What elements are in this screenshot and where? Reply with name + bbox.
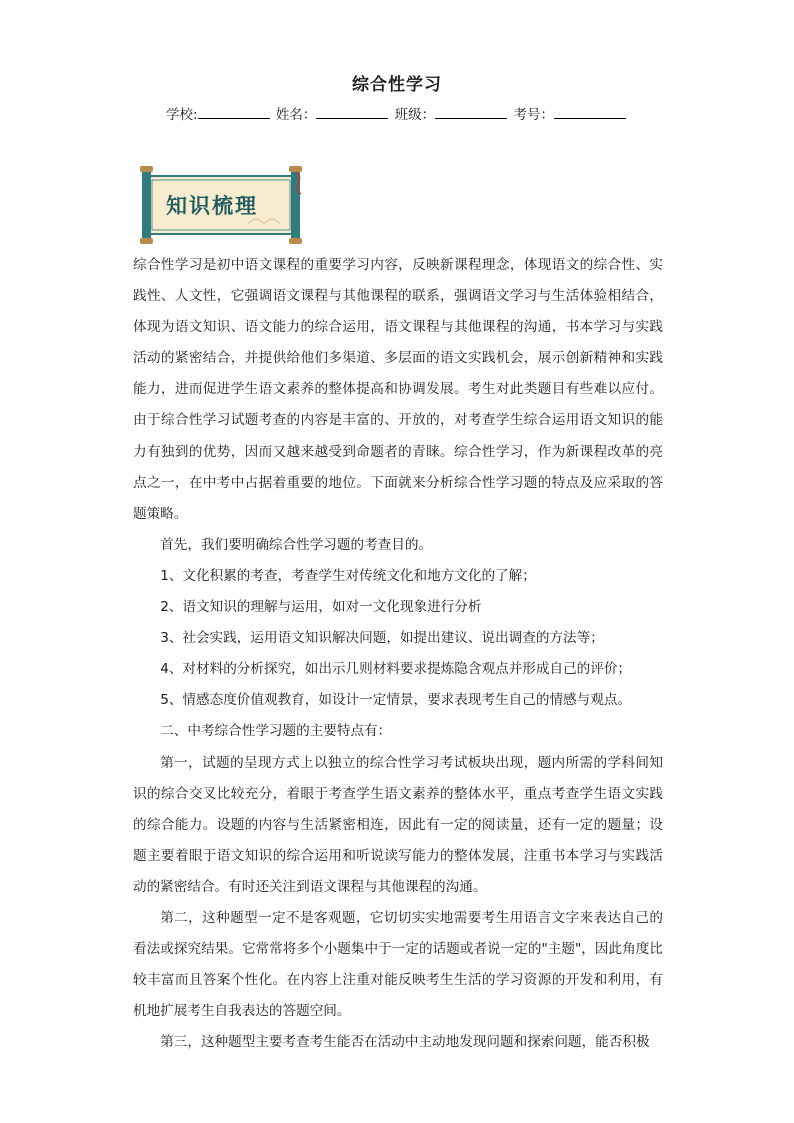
school-blank[interactable] <box>198 106 270 119</box>
feature-first: 第一，试题的呈现方式上以独立的综合性学习考试板块出现，题内所需的学科间知识的综合交叉比较充分，着眼于考查学生语文素养的整体水平，重点考查学生语文实践的综合能力。设题的内容与生活紧密相连，因此有一定的阅读量，还有一定的题量；设题主要着眼于语文知识的综合运用和听说读写能力的整体发展，注重书本学习与实践活动的紧密结合。有时还关注到语文课程与其他课程的沟通。 <box>133 754 663 895</box>
purpose-heading: 首先，我们要明确综合性学习题的考查目的。 <box>160 536 433 553</box>
banner-label: 知识梳理 <box>166 193 258 218</box>
purpose-item-5: 5、情感态度价值观教育，如设计一定情景，要求表现考生自己的情感与观点。 <box>160 692 632 709</box>
exam-number-label: 考号： <box>513 107 554 123</box>
features-heading: 二、中考综合性学习题的主要特点有： <box>160 723 392 740</box>
school-label: 学校: <box>166 107 198 123</box>
purpose-item-2: 2、语文知识的理解与运用，如对一文化现象进行分析 <box>160 599 482 616</box>
purpose-item-1: 1、文化积累的考查，考查学生对传统文化和地方文化的了解； <box>160 567 536 584</box>
right-roller-cap-top <box>289 166 302 172</box>
article-body <box>133 250 663 1058</box>
class-field <box>395 103 510 123</box>
name-field <box>276 103 391 123</box>
class-blank[interactable] <box>435 106 507 119</box>
left-roller-cap-top <box>140 166 153 172</box>
feature-third: 第三，这种题型主要考查考生能否在活动中主动地发现问题和探索问题，能否积极 <box>160 1034 650 1051</box>
feature-second: 第二，这种题型一定不是客观题，它切切实实地需要考生用语言文字来表达自己的看法或探究结果。它常常将多个小题集中于一定的话题或者说一定的"主题"，因此角度比较丰富而且答案个性化。在内容上注重对能反映考生生活的学习资源的开发和利用，有机地扩展考生自我表达的答题空间。 <box>133 909 663 1020</box>
class-label: 班级： <box>394 107 436 123</box>
intro-paragraph: 综合性学习是初中语文课程的重要学习内容，反映新课程理念，体现语文的综合性、实践性、人文性，它强调语文课程与其他课程的联系，强调语文学习与生活体验相结合，体现为语文知识、语文能力的综合运用，语文课程与其他课程的沟通，书本学习与实践活动的紧密结合，并提供给他们多渠道、多层面的语文实践机会，展示创新精神和实践能力，进而促进学生语文素养的整体提高和协调发展。考生对此类题目有些难以应付。由于综合性学习试题考查的内容是丰富的、开放的，对考查学生综合运用语文知识的能力有独到的优势，因而又越来越受到命题者的青睐。综合性学习，作为新课程改革的亮点之一，在中考中占据着重要的地位。下面就来分析综合性学习题的特点及应采取的答题策略。 <box>133 257 663 522</box>
knowledge-banner <box>138 166 304 244</box>
left-roller-cap-bottom <box>140 238 153 244</box>
left-roller <box>142 170 151 240</box>
exam-number-field <box>513 103 628 123</box>
purpose-item-3: 3、社会实践，运用语文知识解决问题，如提出建议、说出调查的方法等； <box>160 630 604 647</box>
name-label: 姓名： <box>275 107 317 123</box>
name-blank[interactable] <box>316 106 388 119</box>
right-roller-cap-bottom <box>289 238 302 244</box>
student-info-row <box>0 103 794 123</box>
school-field <box>166 103 272 123</box>
page-title: 综合性学习 <box>352 75 442 95</box>
exam-number-blank[interactable] <box>554 106 626 119</box>
purpose-item-4: 4、对材料的分析探究，如出示几则材料要求提炼隐含观点并形成自己的评价； <box>160 661 632 678</box>
